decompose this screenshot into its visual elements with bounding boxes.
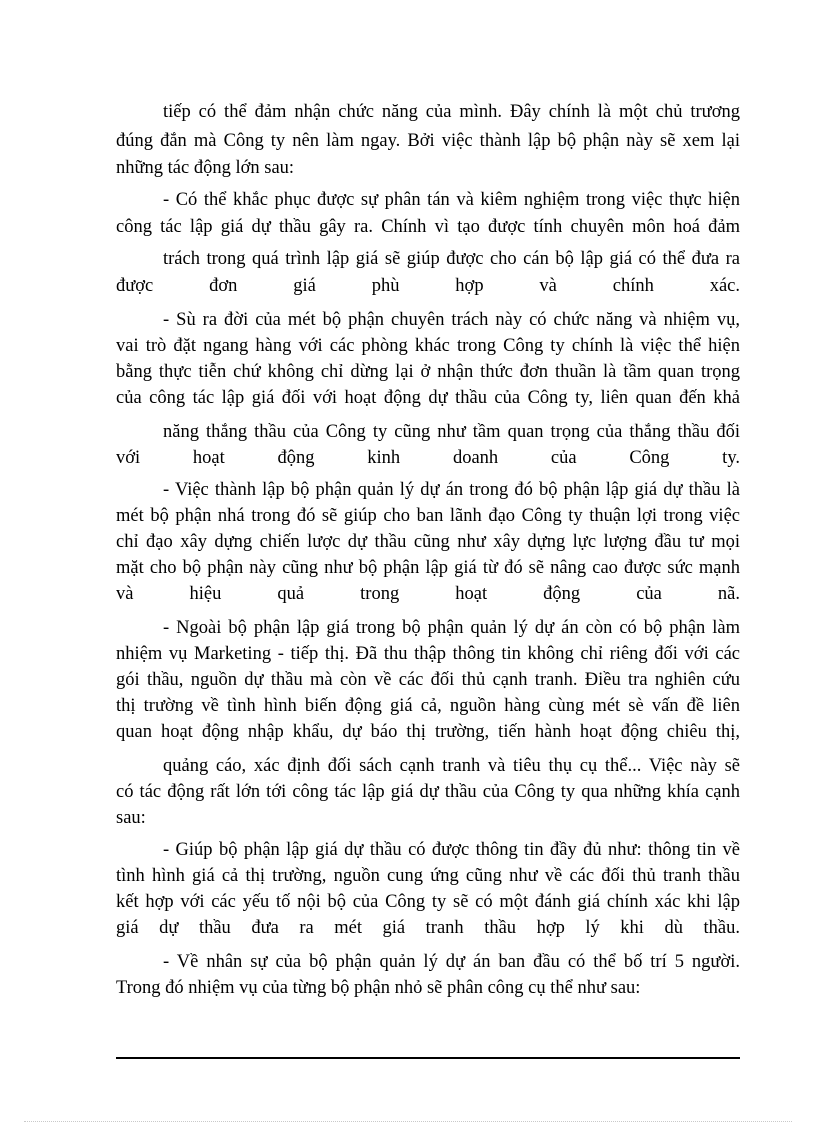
text-line: tiếp có thể đảm nhận chức năng của mình. Đây chính là một chủ trương bbox=[163, 102, 740, 122]
text-line: - Sù ra đời của mét bộ phận chuyên trách này có chức năng và nhiệm vụ, bbox=[163, 310, 740, 330]
text-line: có tác động rất lớn tới công tác lập giá dự thầu của Công ty qua những khía cạnh bbox=[116, 782, 740, 802]
text-line: giá dự thầu đưa ra mét giá tranh thầu hợp lý khi dù thầu. bbox=[116, 918, 740, 938]
text-line: công tác lập giá dự thầu gây ra. Chính vì tạo được tính chuyên môn hoá đảm bbox=[116, 217, 740, 237]
text-line: - Về nhân sự của bộ phận quản lý dự án ban đầu có thể bố trí 5 người. bbox=[163, 952, 740, 972]
text-line: - Có thể khắc phục được sự phân tán và kiêm nghiệm trong việc thực hiện bbox=[163, 190, 740, 210]
text-line: quảng cáo, xác định đối sách cạnh tranh và tiêu thụ cụ thể... Việc này sẽ bbox=[163, 756, 740, 776]
text-line: gói thầu, nguồn dự thầu mà còn về các đối thủ cạnh tranh. Điều tra nghiên cứu bbox=[116, 670, 740, 690]
text-line: được đơn giá phù hợp và chính xác. bbox=[116, 276, 740, 296]
text-line: với hoạt động kinh doanh của Công ty. bbox=[116, 448, 740, 468]
text-line: - Ngoài bộ phận lập giá trong bộ phận quản lý dự án còn có bộ phận làm bbox=[163, 618, 740, 638]
text-line: và hiệu quả trong hoạt động của nã. bbox=[116, 584, 740, 604]
text-line: của công tác lập giá đối với hoạt động dự thầu của Công ty, liên quan đến khả bbox=[116, 388, 740, 408]
text-line: - Giúp bộ phận lập giá dự thầu có được thông tin đầy đủ như: thông tin về bbox=[163, 840, 740, 860]
text-line: những tác động lớn sau: bbox=[116, 158, 295, 178]
text-line: - Việc thành lập bộ phận quản lý dự án trong đó bộ phận lập giá dự thầu là bbox=[163, 480, 740, 500]
text-line: mặt cho bộ phận này cũng như bộ phận lập giá từ đó sẽ nâng cao được sức mạnh bbox=[116, 558, 740, 578]
text-line: đúng đắn mà Công ty nên làm ngay. Bởi việc thành lập bộ phận này sẽ xem lại bbox=[116, 131, 740, 151]
text-line: trách trong quá trình lập giá sẽ giúp được cho cán bộ lập giá có thể đưa ra bbox=[163, 249, 740, 269]
text-line: Trong đó nhiệm vụ của từng bộ phận nhỏ sẽ phân công cụ thể như sau: bbox=[116, 978, 641, 998]
text-line: quan hoạt động nhập khẩu, dự báo thị trường, tiến hành hoạt động chiêu thị, bbox=[116, 722, 740, 742]
text-line: vai trò đặt ngang hàng với các phòng khác trong Công ty chính là việc thể hiện bbox=[116, 336, 740, 356]
text-line: sau: bbox=[116, 808, 146, 828]
text-line: nhiệm vụ Marketing - tiếp thị. Đã thu thập thông tin không chỉ riêng đối với các bbox=[116, 644, 740, 664]
text-line: tình hình giá cả thị trường, nguồn cung ứng cũng như về các đối thủ tranh thầu bbox=[116, 866, 740, 886]
text-line: kết hợp với các yếu tố nội bộ của Công ty sẽ có một đánh giá chính xác khi lập bbox=[116, 892, 740, 912]
text-line: thị trường về tình hình biến động giá cả, nguồn hàng cùng mét sè vấn đề liên bbox=[116, 696, 740, 716]
text-line: năng thắng thầu của Công ty cũng như tầm quan trọng của thắng thầu đối bbox=[163, 422, 740, 442]
page-bottom-border bbox=[24, 1121, 792, 1122]
text-line: bằng thực tiễn chứ không chỉ dừng lại ở nhận thức đơn thuần là tầm quan trọng bbox=[116, 362, 740, 382]
footer-rule bbox=[116, 1057, 740, 1059]
text-line: chỉ đạo xây dựng chiến lược dự thầu cũng như xây dựng lực lượng đầu tư mọi bbox=[116, 532, 740, 552]
text-line: mét bộ phận nhá trong đó sẽ giúp cho ban lãnh đạo Công ty thuận lợi trong việc bbox=[116, 506, 740, 526]
